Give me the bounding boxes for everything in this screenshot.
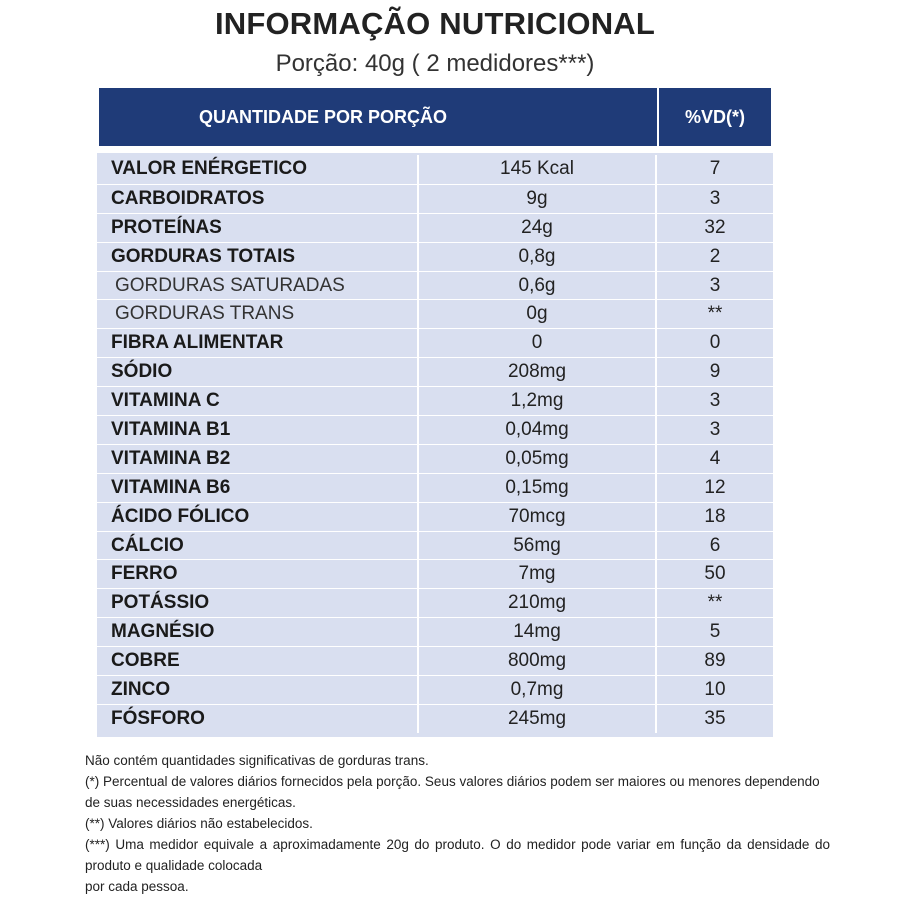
nutrient-name: SÓDIO xyxy=(97,357,419,386)
table-row xyxy=(97,531,773,560)
vd-header: %VD(*) xyxy=(684,106,745,127)
nutrient-vd: 3 xyxy=(657,184,773,213)
note-measure: (***) Uma medidor equivale a aproximadamente 20g do produto. O do medidor pode variar em função da densidade do produto e qualidade colocada xyxy=(85,837,830,873)
nutrition-table xyxy=(97,86,773,737)
nutrient-amount: 0,05mg xyxy=(419,444,657,473)
nutrient-amount: 0g xyxy=(419,299,657,328)
nutrient-name: VITAMINA B6 xyxy=(97,473,419,502)
nutrient-name: MAGNÉSIO xyxy=(97,617,419,646)
note-measure-end: por cada pessoa. xyxy=(85,879,189,894)
table-row xyxy=(97,299,773,328)
nutrient-vd: 9 xyxy=(657,357,773,386)
nutrient-name: GORDURAS TOTAIS xyxy=(97,242,419,271)
table-row xyxy=(97,357,773,386)
nutrient-vd: 18 xyxy=(657,502,773,531)
nutrient-name: FÓSFORO xyxy=(97,704,419,733)
nutrient-amount: 0,7mg xyxy=(419,675,657,704)
nutrient-name: GORDURAS TRANS xyxy=(97,299,419,328)
note-not-established: (**) Valores diários não estabelecidos. xyxy=(85,816,313,831)
nutrient-vd: 4 xyxy=(657,444,773,473)
nutrient-name: FIBRA ALIMENTAR xyxy=(97,328,419,357)
nutrient-amount: 56mg xyxy=(419,531,657,560)
nutrient-vd: 7 xyxy=(709,158,721,180)
table-row xyxy=(97,155,773,184)
nutrient-name: POTÁSSIO xyxy=(97,588,419,617)
nutrient-name: VALOR ENÉRGETICO xyxy=(97,155,419,184)
nutrient-amount: 9g xyxy=(419,184,657,213)
nutrient-vd: 3 xyxy=(657,271,773,300)
nutrient-amount: 0,8g xyxy=(419,242,657,271)
nutrient-amount: 145 Kcal xyxy=(419,155,657,184)
footnotes xyxy=(85,750,830,897)
nutrient-amount: 14mg xyxy=(419,617,657,646)
nutrient-vd: 6 xyxy=(657,531,773,560)
nutrient-name: VITAMINA C xyxy=(97,386,419,415)
nutrient-amount: 210mg xyxy=(419,588,657,617)
page-title: INFORMAÇÃO NUTRICIONAL xyxy=(214,6,656,41)
nutrient-vd: 2 xyxy=(657,242,773,271)
nutrient-name: ZINCO xyxy=(97,675,419,704)
nutrient-amount: 800mg xyxy=(419,646,657,675)
table-header xyxy=(97,86,773,148)
nutrient-vd: 5 xyxy=(657,617,773,646)
nutrient-vd: 12 xyxy=(657,473,773,502)
table-row xyxy=(97,213,773,242)
nutrient-name: VITAMINA B1 xyxy=(97,415,419,444)
nutrient-vd: ** xyxy=(657,299,773,328)
nutrient-amount: 0,04mg xyxy=(419,415,657,444)
table-row xyxy=(97,328,773,357)
nutrient-vd: 89 xyxy=(657,646,773,675)
table-row xyxy=(97,184,773,213)
nutrient-name: FERRO xyxy=(97,559,419,588)
nutrient-name: CARBOIDRATOS xyxy=(97,184,419,213)
note-daily-values: (*) Percentual de valores diários fornecidos pela porção. Seus valores diários podem ser maiores ou menores dependendo de suas necessidades energéticas. xyxy=(85,774,820,810)
nutrient-vd: ** xyxy=(657,588,773,617)
nutrient-amount: 70mcg xyxy=(419,502,657,531)
nutrient-name: VITAMINA B2 xyxy=(97,444,419,473)
nutrient-amount: 0,15mg xyxy=(419,473,657,502)
quantity-header: QUANTIDADE POR PORÇÃO xyxy=(99,88,659,146)
table-row xyxy=(97,559,773,588)
nutrient-name: CÁLCIO xyxy=(97,531,419,560)
nutrient-amount: 245mg xyxy=(419,704,657,733)
table-row xyxy=(97,588,773,617)
nutrient-amount: 24g xyxy=(419,213,657,242)
nutrient-vd: 3 xyxy=(657,386,773,415)
table-row xyxy=(97,675,773,704)
nutrient-name: PROTEÍNAS xyxy=(97,213,419,242)
nutrient-vd: 32 xyxy=(657,213,773,242)
nutrient-amount: 208mg xyxy=(419,357,657,386)
nutrient-amount: 1,2mg xyxy=(419,386,657,415)
nutrient-vd: 35 xyxy=(657,704,773,733)
nutrient-amount: 0 xyxy=(419,328,657,357)
nutrient-amount: 0,6g xyxy=(419,271,657,300)
table-row xyxy=(97,386,773,415)
note-trans-fat: Não contém quantidades significativas de gorduras trans. xyxy=(85,753,429,768)
table-row xyxy=(97,473,773,502)
nutrient-name: ÁCIDO FÓLICO xyxy=(97,502,419,531)
table-body xyxy=(97,153,773,737)
table-row xyxy=(97,271,773,300)
nutrient-vd: 50 xyxy=(657,559,773,588)
table-row xyxy=(97,444,773,473)
nutrient-name: COBRE xyxy=(97,646,419,675)
table-row xyxy=(97,415,773,444)
serving-size: Porção: 40g ( 2 medidores***) xyxy=(275,50,595,77)
table-row xyxy=(97,704,773,733)
table-row xyxy=(97,646,773,675)
table-row xyxy=(97,502,773,531)
nutrient-name: GORDURAS SATURADAS xyxy=(97,271,419,300)
nutrient-vd: 0 xyxy=(657,328,773,357)
table-row xyxy=(97,617,773,646)
nutrient-vd: 3 xyxy=(657,415,773,444)
nutrient-vd: 10 xyxy=(657,675,773,704)
table-row xyxy=(97,242,773,271)
nutrient-amount: 7mg xyxy=(419,559,657,588)
